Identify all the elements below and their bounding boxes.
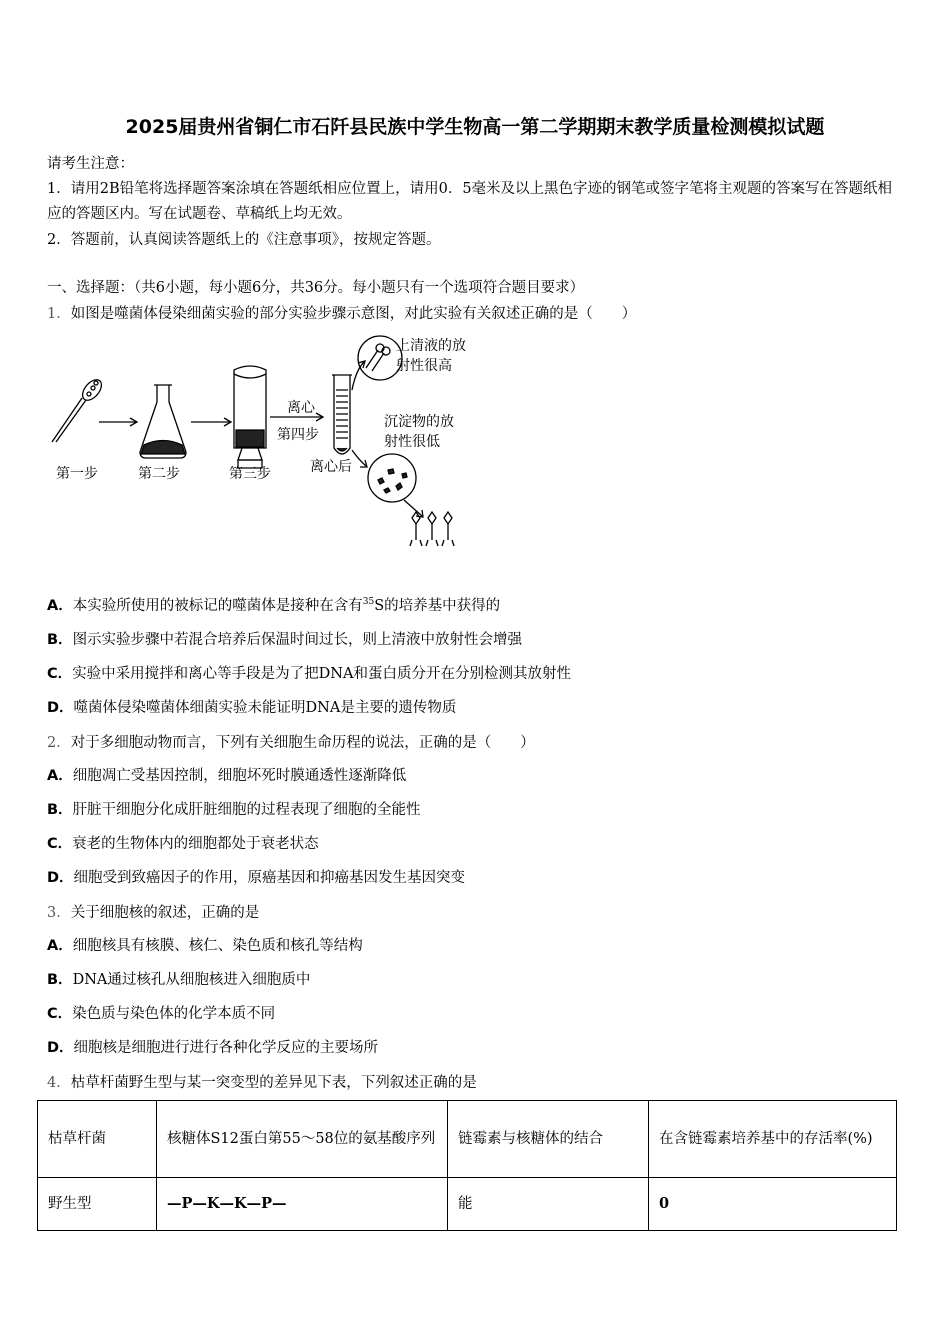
figure-label-step4: 第四步 bbox=[277, 427, 319, 443]
q2-option-a: A．细胞凋亡受基因控制，细胞坏死时膜通透性逐渐降低 bbox=[47, 768, 407, 784]
sediment-circle-icon bbox=[368, 454, 416, 502]
q1-option-c: C．实验中采用搅拌和离心等手段是为了把DNA和蛋白质分开在分别检测其放射性 bbox=[47, 666, 571, 682]
question-number: 1． bbox=[47, 306, 71, 322]
q3-option-d: D．细胞核是细胞进行进行各种化学反应的主要场所 bbox=[47, 1040, 379, 1056]
q3-option-a: A．细胞核具有核膜、核仁、染色质和核孔等结构 bbox=[47, 938, 363, 954]
q1-option-d: D．噬菌体侵染噬菌体细菌实验未能证明DNA是主要的遗传物质 bbox=[47, 700, 457, 716]
q2-option-c: C．衰老的生物体内的细胞都处于衰老状态 bbox=[47, 836, 319, 852]
blender-icon bbox=[234, 366, 266, 468]
figure-label-lower-1: 沉淀物的放 bbox=[384, 414, 454, 430]
table-header-cell: 枯草杆菌 bbox=[38, 1101, 157, 1178]
figure-label-step1: 第一步 bbox=[56, 466, 98, 482]
table-header-cell: 在含链霉素培养基中的存活率(%) bbox=[649, 1101, 897, 1178]
table-header-cell: 核糖体S12蛋白第55～58位的氨基酸序列 bbox=[157, 1101, 448, 1178]
question-3-stem: 3．关于细胞核的叙述，正确的是 bbox=[47, 905, 260, 921]
q3-option-c: C．染色质与染色体的化学本质不同 bbox=[47, 1006, 276, 1022]
inoculation-loop-icon bbox=[52, 376, 105, 442]
page-title: 2025届贵州省铜仁市石阡县民族中学生物高一第二学期期末教学质量检测模拟试题 bbox=[125, 116, 825, 138]
figure-label-step2: 第二步 bbox=[138, 466, 180, 482]
notice-item-1: 1．请用2B铅笔将选择题答案涂填在答题纸相应位置上，请用0．5毫米及以上黑色字迹的钢笔或签字笔将主观题的答案写在答题纸相应的答题区内。写在试题卷、草稿纸上均无效。 bbox=[47, 181, 893, 222]
q2-option-b: B．肝脏干细胞分化成肝脏细胞的过程表现了细胞的全能性 bbox=[47, 802, 421, 818]
section-heading: 一、选择题：（共6小题，每小题6分，共36分。每小题只有一个选项符合题目要求） bbox=[47, 280, 585, 296]
q2-option-d: D．细胞受到致癌因子的作用，原癌基因和抑癌基因发生基因突变 bbox=[47, 870, 466, 886]
figure-label-upper-2: 射性很高 bbox=[396, 358, 452, 374]
table-header-cell: 链霉素与核糖体的结合 bbox=[448, 1101, 649, 1178]
flask-icon bbox=[140, 385, 186, 458]
centrifuge-tube-icon bbox=[332, 375, 352, 454]
phage-experiment-figure bbox=[44, 330, 504, 555]
figure-label-step3: 第三步 bbox=[229, 466, 271, 482]
table-cell: —P—K—K—P— bbox=[157, 1178, 448, 1231]
figure-label-after: 离心后 bbox=[310, 459, 352, 475]
comparison-table bbox=[37, 1100, 897, 1231]
figure-label-centrifuge: 离心 bbox=[287, 400, 315, 416]
table-cell: 能 bbox=[448, 1178, 649, 1231]
q1-option-b: B．图示实验步骤中若混合培养后保温时间过长，则上清液中放射性会增强 bbox=[47, 632, 523, 648]
question-1-stem bbox=[47, 302, 636, 323]
table-cell: 野生型 bbox=[38, 1178, 157, 1231]
notice-item-2: 2．答题前，认真阅读答题纸上的《注意事项》，按规定答题。 bbox=[47, 232, 441, 248]
table-row bbox=[38, 1178, 897, 1231]
question-text: 如图是噬菌体侵染细菌实验的部分实验步骤示意图，对此实验有关叙述正确的是（ ） bbox=[70, 306, 637, 322]
question-4-stem: 4．枯草杆菌野生型与某一突变型的差异见下表，下列叙述正确的是 bbox=[47, 1075, 477, 1091]
q1-option-a: A．本实验所使用的被标记的噬菌体是接种在含有$^{35}$S的培养基中获得的 bbox=[47, 597, 501, 614]
question-2-stem: 2．对于多细胞动物而言，下列有关细胞生命历程的说法，正确的是（ ） bbox=[47, 735, 535, 751]
table-cell: 0 bbox=[649, 1178, 897, 1231]
figure-label-upper-1: 上清液的放 bbox=[396, 338, 466, 354]
phage-icons bbox=[410, 512, 454, 546]
notice-heading: 请考生注意： bbox=[47, 156, 134, 172]
q3-option-b: B．DNA通过核孔从细胞核进入细胞质中 bbox=[47, 972, 311, 988]
figure-label-lower-2: 射性很低 bbox=[384, 434, 440, 450]
table-header-row bbox=[38, 1101, 897, 1178]
